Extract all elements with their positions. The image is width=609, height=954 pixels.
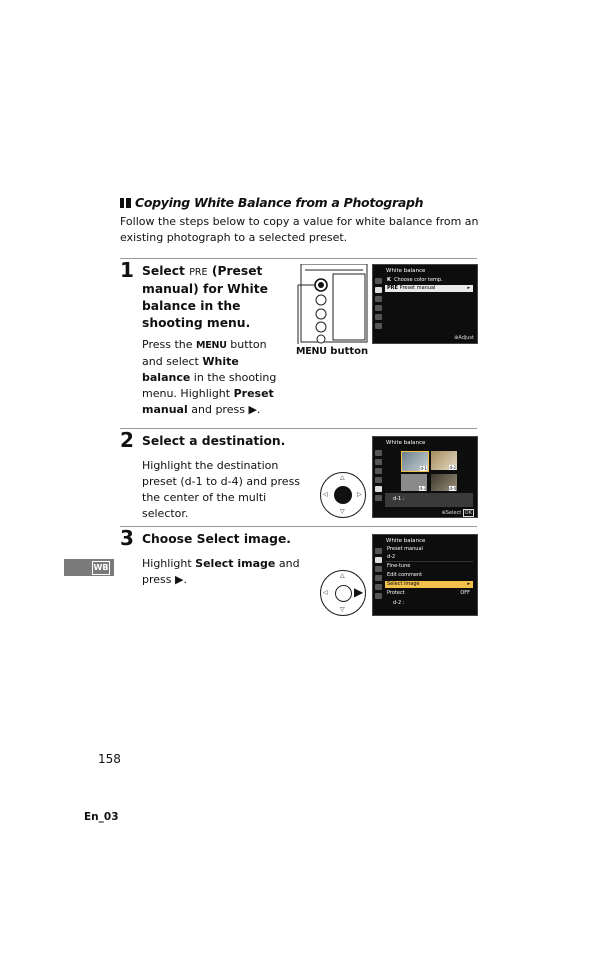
menu-row-protect[interactable] — [385, 590, 473, 597]
select-image-label: Select image — [196, 532, 287, 546]
step-3-body-text: Highlight — [142, 557, 196, 570]
screen-footer: d-2 : — [393, 600, 405, 606]
menu-button-caption — [296, 346, 368, 357]
screen-title: White balance — [386, 538, 426, 544]
step-1-body-text: . — [256, 403, 261, 416]
camera-back-illustration — [293, 264, 369, 346]
preset-thumb-d2[interactable] — [431, 451, 457, 470]
step-3-body-text: and press — [142, 557, 300, 586]
step-3-body-text: . — [183, 573, 187, 586]
ok-hint: OK — [464, 510, 472, 516]
screen-subtitle: Preset manual — [387, 546, 423, 552]
menu-row-color-temp[interactable] — [385, 277, 473, 284]
step-2-number: 2 — [120, 428, 134, 452]
right-arrow-icon: ▶ — [175, 573, 184, 586]
right-arrow-icon: ▶ — [248, 403, 257, 416]
step-1-number: 1 — [120, 258, 134, 282]
preset-thumb-d4[interactable] — [431, 474, 457, 491]
section-title — [120, 195, 423, 210]
chevron-right-icon: ▸ — [467, 581, 470, 587]
screen-title: White balance — [386, 440, 426, 446]
chapter-tab — [64, 559, 114, 576]
page-number: 158 — [98, 752, 121, 766]
menu-row-d2: d-2 — [385, 554, 473, 562]
row-label: Select image — [387, 581, 420, 587]
select-hint: ⊕Select — [441, 510, 462, 516]
preset-manual-label: Preset manual — [142, 387, 274, 416]
wb-menu-screen — [372, 264, 478, 344]
row-label: Protect — [387, 590, 405, 596]
footer-code: En_03 — [84, 811, 119, 823]
step-1-body-text: button and select — [142, 338, 267, 368]
thumb-label: d-3 — [419, 486, 426, 491]
preset-thumb-d1[interactable] — [401, 451, 429, 472]
row-label: Preset manual — [399, 285, 436, 291]
step-1-body-text: and press — [187, 403, 249, 416]
multi-selector-center — [335, 585, 352, 602]
row-label: Choose color temp. — [394, 277, 443, 283]
kelvin-icon: K — [387, 277, 391, 283]
destination-screen — [372, 436, 478, 518]
thumb-label: d-1 — [420, 466, 427, 471]
screen-footer: ⊕Adjust — [454, 335, 474, 341]
screen-sidebar — [374, 546, 383, 613]
section-marker-icon — [120, 198, 131, 208]
step-1-head-preset: Preset manual — [142, 264, 263, 296]
step-1-body — [142, 337, 287, 418]
chevron-right-icon: ▸ — [467, 285, 470, 291]
section-intro: Follow the steps below to copy a value for white balance from an existing photograph to a selected preset. — [120, 215, 479, 244]
thumb-label: d-4 — [449, 486, 456, 491]
multi-selector-icon: △ ▽ ◁ ▷ — [320, 472, 366, 518]
step-2-heading: Select a destination. — [142, 434, 286, 448]
step-3-head-text: Choose — [142, 532, 197, 546]
menu-row-edit-comment[interactable]: Edit comment — [387, 572, 423, 578]
step-2-body: Highlight the destination preset (d-1 to d-4) and press the center of the multi selector. — [142, 459, 301, 520]
white-balance-label: White balance — [142, 355, 239, 384]
step-3-heading — [142, 531, 291, 548]
screen-sidebar — [374, 276, 383, 341]
multi-selector-center — [334, 486, 352, 504]
screen-sidebar — [374, 448, 383, 515]
menu-row-preset-manual[interactable] — [385, 285, 473, 292]
menu-caption-text: button — [326, 346, 369, 357]
screen-footer — [442, 510, 474, 516]
step-1-head-text: ( — [207, 264, 218, 278]
section-title-text: Copying White Balance from a Photograph — [135, 195, 424, 210]
preset-label: d-1 : — [393, 496, 405, 502]
step-3-body — [142, 556, 302, 588]
menu-row-fine-tune[interactable]: Fine-tune — [387, 563, 411, 569]
screen-title: White balance — [386, 268, 426, 274]
thumb-label: d-2 — [449, 465, 456, 470]
step-1-body-text: in the shooting menu. Highlight — [142, 371, 277, 400]
wb-tab-icon: WB — [92, 561, 110, 575]
step-1-heading — [142, 263, 282, 332]
step-3-head-text: . — [286, 532, 291, 546]
preset-manual-screen — [372, 534, 478, 616]
step-1-body-text: Press the — [142, 338, 196, 351]
menu-button-label: MENU — [196, 340, 227, 351]
preset-thumb-d3[interactable] — [401, 474, 427, 491]
menu-caption-glyph: MENU — [296, 346, 327, 357]
pre-label: PRE — [189, 267, 208, 278]
multi-selector-icon: △ ▽ ◁ ▶ — [320, 570, 366, 616]
step-3-number: 3 — [120, 526, 134, 550]
divider — [120, 258, 477, 259]
preset-info-panel — [385, 493, 473, 507]
step-1-head-text: Select — [142, 264, 190, 278]
divider — [120, 526, 477, 527]
menu-row-select-image[interactable] — [385, 581, 473, 588]
divider — [120, 428, 477, 429]
pre-icon: PRE — [387, 285, 398, 291]
step-1-head-text: ) for White balance in the shooting menu. — [142, 282, 268, 330]
select-image-label: Select image — [195, 557, 276, 570]
protect-value: OFF — [460, 590, 470, 596]
